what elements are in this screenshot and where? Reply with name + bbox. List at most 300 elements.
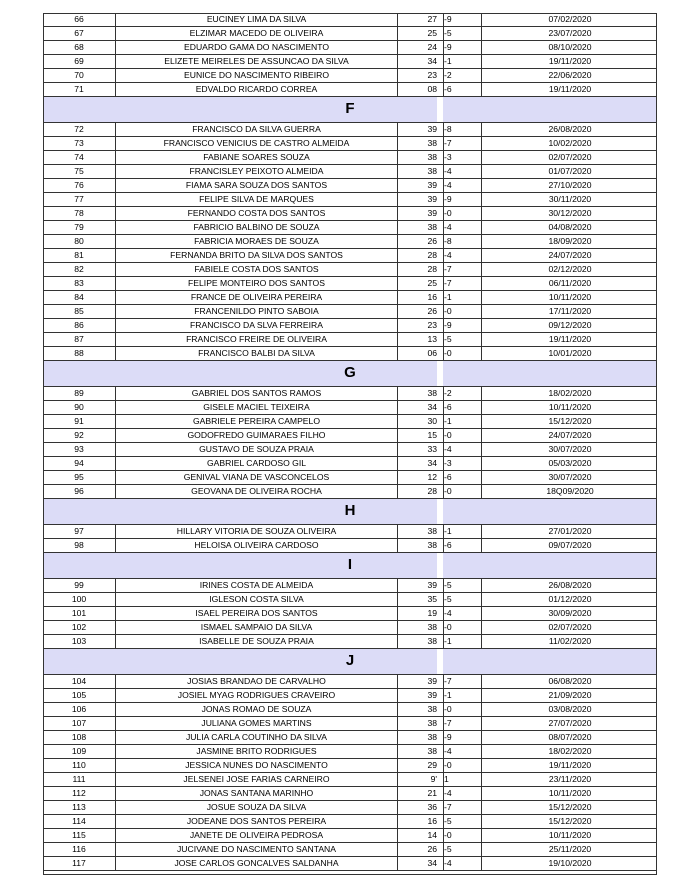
value-left: 16 — [427, 292, 437, 302]
person-name: FABIELE COSTA DOS SANTOS — [116, 263, 398, 276]
value-left: 38 — [427, 222, 437, 232]
row-number: 73 — [43, 137, 116, 150]
row-date: 19/11/2020 — [481, 333, 658, 346]
row-date: 10/11/2020 — [481, 787, 658, 800]
table-row — [43, 689, 657, 703]
value-left: 16 — [427, 816, 437, 826]
table-row — [43, 263, 657, 277]
person-name: GUSTAVO DE SOUZA PRAIA — [116, 443, 398, 456]
table-row — [43, 675, 657, 689]
row-number: 104 — [43, 675, 116, 688]
person-name: HELOISA OLIVEIRA CARDOSO — [116, 539, 398, 552]
value-left: 33 — [427, 444, 437, 454]
column-gap — [437, 553, 443, 578]
value-right: -0 — [443, 347, 482, 360]
column-gap — [437, 499, 443, 524]
value-right: -5 — [443, 843, 482, 856]
person-name: JANETE DE OLIVEIRA PEDROSA — [116, 829, 398, 842]
person-name: JUCIVANE DO NASCIMENTO SANTANA — [116, 843, 398, 856]
value-right: -7 — [443, 277, 482, 290]
section-letter-header — [43, 361, 657, 387]
row-date: 06/08/2020 — [481, 675, 658, 688]
table-row — [43, 471, 657, 485]
value-right: -4 — [443, 221, 482, 234]
row-number: 75 — [43, 165, 116, 178]
row-number: 68 — [43, 41, 116, 54]
person-name: ISABELLE DE SOUZA PRAIA — [116, 635, 398, 648]
value-right: -0 — [443, 621, 482, 634]
row-date: 08/07/2020 — [481, 731, 658, 744]
table-row — [43, 829, 657, 843]
table-row — [43, 27, 657, 41]
value-right: -1 — [443, 689, 482, 702]
table-row — [43, 801, 657, 815]
row-number: 74 — [43, 151, 116, 164]
row-date: 18/02/2020 — [481, 745, 658, 758]
person-name: FRANCENILDO PINTO SABOIA — [116, 305, 398, 318]
row-date: 15/12/2020 — [481, 815, 658, 828]
person-name: GABRIEL DOS SANTOS RAMOS — [116, 387, 398, 400]
value-left: 34 — [427, 458, 437, 468]
value-left: 26 — [427, 236, 437, 246]
row-date: 19/10/2020 — [481, 857, 658, 870]
row-number: 92 — [43, 429, 116, 442]
row-date: 26/08/2020 — [481, 123, 658, 136]
row-date: 30/11/2020 — [481, 193, 658, 206]
person-name: GABRIELE PEREIRA CAMPELO — [116, 415, 398, 428]
value-left: 15 — [427, 430, 437, 440]
value-left: 38 — [427, 152, 437, 162]
table-row — [43, 443, 657, 457]
value-left: 39 — [427, 194, 437, 204]
row-number: 98 — [43, 539, 116, 552]
value-left: 27 — [427, 14, 437, 24]
row-date: 01/12/2020 — [481, 593, 658, 606]
column-gap — [437, 361, 443, 386]
row-date: 23/07/2020 — [481, 27, 658, 40]
row-date: 01/07/2020 — [481, 165, 658, 178]
row-number: 95 — [43, 471, 116, 484]
table-row — [43, 731, 657, 745]
value-left: 24 — [427, 42, 437, 52]
table-row — [43, 525, 657, 539]
row-number: 97 — [43, 525, 116, 538]
value-left: 29 — [427, 760, 437, 770]
value-left: 38 — [427, 704, 437, 714]
value-right: -4 — [443, 607, 482, 620]
row-number: 88 — [43, 347, 116, 360]
table-row — [43, 593, 657, 607]
person-name: FABRICIO BALBINO DE SOUZA — [116, 221, 398, 234]
row-date: 10/11/2020 — [481, 401, 658, 414]
table-row — [43, 305, 657, 319]
value-right: -4 — [443, 165, 482, 178]
table-row — [43, 123, 657, 137]
value-right: -4 — [443, 179, 482, 192]
row-number: 109 — [43, 745, 116, 758]
row-number: 71 — [43, 83, 116, 96]
table-row — [43, 621, 657, 635]
column-gap — [437, 97, 443, 122]
value-left: 28 — [427, 250, 437, 260]
table-row — [43, 193, 657, 207]
table-row — [43, 759, 657, 773]
row-number: 112 — [43, 787, 116, 800]
value-left: 21 — [427, 788, 437, 798]
value-left: 38 — [427, 526, 437, 536]
registry-table — [43, 13, 657, 871]
value-right: -4 — [443, 443, 482, 456]
row-number: 89 — [43, 387, 116, 400]
person-name: FRANCISCO DA SILVA GUERRA — [116, 123, 398, 136]
row-date: 19/11/2020 — [481, 83, 658, 96]
row-number: 87 — [43, 333, 116, 346]
value-left: 39 — [427, 180, 437, 190]
row-date: 17/11/2020 — [481, 305, 658, 318]
row-number: 79 — [43, 221, 116, 234]
row-date: 09/07/2020 — [481, 539, 658, 552]
table-row — [43, 857, 657, 871]
section-letter: F — [345, 100, 355, 117]
value-right: -3 — [443, 151, 482, 164]
table-row — [43, 179, 657, 193]
row-number: 115 — [43, 829, 116, 842]
row-date: 10/11/2020 — [481, 829, 658, 842]
value-right: -5 — [443, 27, 482, 40]
person-name: JOSUE SOUZA DA SILVA — [116, 801, 398, 814]
value-left: 39 — [427, 208, 437, 218]
value-right: -9 — [443, 319, 482, 332]
row-date: 21/09/2020 — [481, 689, 658, 702]
person-name: JOSE CARLOS GONCALVES SALDANHA — [116, 857, 398, 870]
value-right: -1 — [443, 635, 482, 648]
row-number: 81 — [43, 249, 116, 262]
table-row — [43, 635, 657, 649]
table-row — [43, 55, 657, 69]
row-date: 18/02/2020 — [481, 387, 658, 400]
person-name: ISAEL PEREIRA DOS SANTOS — [116, 607, 398, 620]
row-number: 82 — [43, 263, 116, 276]
person-name: ISMAEL SAMPAIO DA SILVA — [116, 621, 398, 634]
value-right: -0 — [443, 703, 482, 716]
person-name: EUNICE DO NASCIMENTO RIBEIRO — [116, 69, 398, 82]
table-row — [43, 815, 657, 829]
value-right: -9 — [443, 193, 482, 206]
value-left: 23 — [427, 70, 437, 80]
person-name: JESSICA NUNES DO NASCIMENTO — [116, 759, 398, 772]
person-name: JODEANE DOS SANTOS PEREIRA — [116, 815, 398, 828]
value-right: -9 — [443, 731, 482, 744]
row-number: 110 — [43, 759, 116, 772]
value-right: -8 — [443, 235, 482, 248]
row-date: 22/06/2020 — [481, 69, 658, 82]
person-name: FERNANDO COSTA DOS SANTOS — [116, 207, 398, 220]
value-right: -7 — [443, 137, 482, 150]
row-number: 108 — [43, 731, 116, 744]
table-row — [43, 291, 657, 305]
row-number: 72 — [43, 123, 116, 136]
value-right: -5 — [443, 579, 482, 592]
row-number: 116 — [43, 843, 116, 856]
value-left: 39 — [427, 580, 437, 590]
row-date: 02/07/2020 — [481, 151, 658, 164]
section-letter-header — [43, 553, 657, 579]
row-date: 30/12/2020 — [481, 207, 658, 220]
row-number: 107 — [43, 717, 116, 730]
table-row — [43, 319, 657, 333]
value-left: 26 — [427, 306, 437, 316]
value-left: 28 — [427, 264, 437, 274]
value-left: 23 — [427, 320, 437, 330]
row-date: 30/07/2020 — [481, 471, 658, 484]
row-date: 19/11/2020 — [481, 759, 658, 772]
table-row — [43, 69, 657, 83]
value-right: -1 — [443, 291, 482, 304]
person-name: EUCINEY LIMA DA SILVA — [116, 13, 398, 26]
value-left: 38 — [427, 746, 437, 756]
row-date: 02/07/2020 — [481, 621, 658, 634]
value-left: 13 — [427, 334, 437, 344]
table-row — [43, 387, 657, 401]
row-number: 93 — [43, 443, 116, 456]
row-number: 117 — [43, 857, 116, 870]
person-name: GEOVANA DE OLIVEIRA ROCHA — [116, 485, 398, 498]
table-row — [43, 277, 657, 291]
row-date: 04/08/2020 — [481, 221, 658, 234]
table-row — [43, 83, 657, 97]
person-name: FELIPE MONTEIRO DOS SANTOS — [116, 277, 398, 290]
value-right: -3 — [443, 457, 482, 470]
value-left: 36 — [427, 802, 437, 812]
row-number: 69 — [43, 55, 116, 68]
value-right: -4 — [443, 745, 482, 758]
section-letter: J — [345, 652, 355, 669]
person-name: JULIA CARLA COUTINHO DA SILVA — [116, 731, 398, 744]
value-right: -0 — [443, 207, 482, 220]
value-right: -1 — [443, 55, 482, 68]
table-row — [43, 151, 657, 165]
value-left: 38 — [427, 622, 437, 632]
value-right: -0 — [443, 429, 482, 442]
section-letter: H — [344, 502, 356, 519]
table-row — [43, 415, 657, 429]
person-name: IGLESON COSTA SILVA — [116, 593, 398, 606]
value-left: 38 — [427, 166, 437, 176]
section-letter: I — [347, 556, 353, 573]
person-name: FRANCISCO BALBI DA SILVA — [116, 347, 398, 360]
row-number: 67 — [43, 27, 116, 40]
table-row — [43, 221, 657, 235]
person-name: JONAS SANTANA MARINHO — [116, 787, 398, 800]
value-right: -4 — [443, 249, 482, 262]
person-name: FRANCE DE OLIVEIRA PEREIRA — [116, 291, 398, 304]
value-right: -6 — [443, 83, 482, 96]
person-name: JOSIEL MYAG RODRIGUES CRAVEIRO — [116, 689, 398, 702]
row-date: 27/01/2020 — [481, 525, 658, 538]
value-right: -0 — [443, 485, 482, 498]
table-row — [43, 579, 657, 593]
value-left: 39 — [427, 124, 437, 134]
person-name: ELZIMAR MACEDO DE OLIVEIRA — [116, 27, 398, 40]
row-number: 90 — [43, 401, 116, 414]
person-name: FRANCISCO FREIRE DE OLIVEIRA — [116, 333, 398, 346]
table-row — [43, 607, 657, 621]
value-right: -7 — [443, 717, 482, 730]
value-right: -0 — [443, 759, 482, 772]
table-row — [43, 429, 657, 443]
section-letter-header — [43, 499, 657, 525]
row-date: 10/02/2020 — [481, 137, 658, 150]
value-right: -1 — [443, 525, 482, 538]
section-letter-header — [43, 97, 657, 123]
row-number: 85 — [43, 305, 116, 318]
row-number: 100 — [43, 593, 116, 606]
value-right: -6 — [443, 471, 482, 484]
value-left: 38 — [427, 636, 437, 646]
value-left: 28 — [427, 486, 437, 496]
row-number: 94 — [43, 457, 116, 470]
row-date: 23/11/2020 — [481, 773, 658, 786]
row-date: 05/03/2020 — [481, 457, 658, 470]
table-row — [43, 843, 657, 857]
person-name: FERNANDA BRITO DA SILVA DOS SANTOS — [116, 249, 398, 262]
value-right: -9 — [443, 41, 482, 54]
person-name: JOSIAS BRANDAO DE CARVALHO — [116, 675, 398, 688]
value-right: -7 — [443, 801, 482, 814]
row-date: 18Q09/2020 — [481, 485, 658, 498]
table-row — [43, 235, 657, 249]
section-letter: G — [344, 364, 356, 381]
value-right: -4 — [443, 857, 482, 870]
value-left: 38 — [427, 138, 437, 148]
row-date: 11/02/2020 — [481, 635, 658, 648]
person-name: ELIZETE MEIRELES DE ASSUNCAO DA SILVA — [116, 55, 398, 68]
row-number: 83 — [43, 277, 116, 290]
row-date: 02/12/2020 — [481, 263, 658, 276]
row-number: 76 — [43, 179, 116, 192]
person-name: FABIANE SOARES SOUZA — [116, 151, 398, 164]
table-row — [43, 207, 657, 221]
person-name: FIAMA SARA SOUZA DOS SANTOS — [116, 179, 398, 192]
value-left: 38 — [427, 388, 437, 398]
person-name: HILLARY VITORIA DE SOUZA OLIVEIRA — [116, 525, 398, 538]
value-left: 34 — [427, 858, 437, 868]
value-right: -4 — [443, 787, 482, 800]
table-row — [43, 347, 657, 361]
row-number: 84 — [43, 291, 116, 304]
row-date: 19/11/2020 — [481, 55, 658, 68]
row-number: 78 — [43, 207, 116, 220]
value-left: 38 — [427, 732, 437, 742]
row-number: 80 — [43, 235, 116, 248]
row-date: 18/09/2020 — [481, 235, 658, 248]
value-right: -5 — [443, 333, 482, 346]
value-left: 39 — [427, 676, 437, 686]
row-date: 27/10/2020 — [481, 179, 658, 192]
row-number: 91 — [43, 415, 116, 428]
row-number: 113 — [43, 801, 116, 814]
person-name: FRANCISCO DA SLVA FERREIRA — [116, 319, 398, 332]
person-name: FELIPE SILVA DE MARQUES — [116, 193, 398, 206]
row-date: 24/07/2020 — [481, 429, 658, 442]
row-number: 111 — [43, 773, 116, 786]
value-right: -1 — [443, 415, 482, 428]
value-right: -9 — [443, 13, 482, 26]
value-left: 12 — [427, 472, 437, 482]
row-date: 09/12/2020 — [481, 319, 658, 332]
person-name: GISELE MACIEL TEIXEIRA — [116, 401, 398, 414]
table-row — [43, 745, 657, 759]
person-name: FABRICIA MORAES DE SOUZA — [116, 235, 398, 248]
value-left: 14 — [427, 830, 437, 840]
value-right: -0 — [443, 305, 482, 318]
table-row — [43, 539, 657, 553]
row-number: 66 — [43, 13, 116, 26]
table-row — [43, 773, 657, 787]
row-number: 77 — [43, 193, 116, 206]
row-date: 07/02/2020 — [481, 13, 658, 26]
value-left: 34 — [427, 56, 437, 66]
person-name: GENIVAL VIANA DE VASCONCELOS — [116, 471, 398, 484]
value-right: -0 — [443, 829, 482, 842]
row-date: 15/12/2020 — [481, 801, 658, 814]
table-row — [43, 787, 657, 801]
value-left: 08 — [427, 84, 437, 94]
table-row — [43, 703, 657, 717]
person-name: EDVALDO RICARDO CORREA — [116, 83, 398, 96]
person-name: EDUARDO GAMA DO NASCIMENTO — [116, 41, 398, 54]
value-left: 38 — [427, 718, 437, 728]
table-row — [43, 457, 657, 471]
table-row — [43, 137, 657, 151]
row-date: 08/10/2020 — [481, 41, 658, 54]
person-name: JULIANA GOMES MARTINS — [116, 717, 398, 730]
row-date: 10/01/2020 — [481, 347, 658, 360]
value-left: 38 — [427, 540, 437, 550]
row-number: 103 — [43, 635, 116, 648]
value-right: -5 — [443, 593, 482, 606]
value-left: 26 — [427, 844, 437, 854]
value-left: 25 — [427, 278, 437, 288]
value-right: 1 — [443, 773, 482, 786]
value-left: 30 — [427, 416, 437, 426]
table-row — [43, 249, 657, 263]
value-right: -8 — [443, 123, 482, 136]
row-number: 99 — [43, 579, 116, 592]
value-right: -7 — [443, 675, 482, 688]
row-date: 30/07/2020 — [481, 443, 658, 456]
row-number: 106 — [43, 703, 116, 716]
value-right: -2 — [443, 387, 482, 400]
person-name: FRANCISLEY PEIXOTO ALMEIDA — [116, 165, 398, 178]
table-row — [43, 717, 657, 731]
person-name: FRANCISCO VENICIUS DE CASTRO ALMEIDA — [116, 137, 398, 150]
value-left: 35 — [427, 594, 437, 604]
row-date: 15/12/2020 — [481, 415, 658, 428]
value-right: -7 — [443, 263, 482, 276]
row-number: 114 — [43, 815, 116, 828]
value-left: 06 — [427, 348, 437, 358]
value-right: -5 — [443, 815, 482, 828]
value-left: 9' — [430, 774, 437, 784]
person-name: JASMINE BRITO RODRIGUES — [116, 745, 398, 758]
value-left: 34 — [427, 402, 437, 412]
person-name: JONAS ROMAO DE SOUZA — [116, 703, 398, 716]
table-row — [43, 485, 657, 499]
row-date: 30/09/2020 — [481, 607, 658, 620]
column-gap — [437, 649, 443, 674]
row-date: 25/11/2020 — [481, 843, 658, 856]
